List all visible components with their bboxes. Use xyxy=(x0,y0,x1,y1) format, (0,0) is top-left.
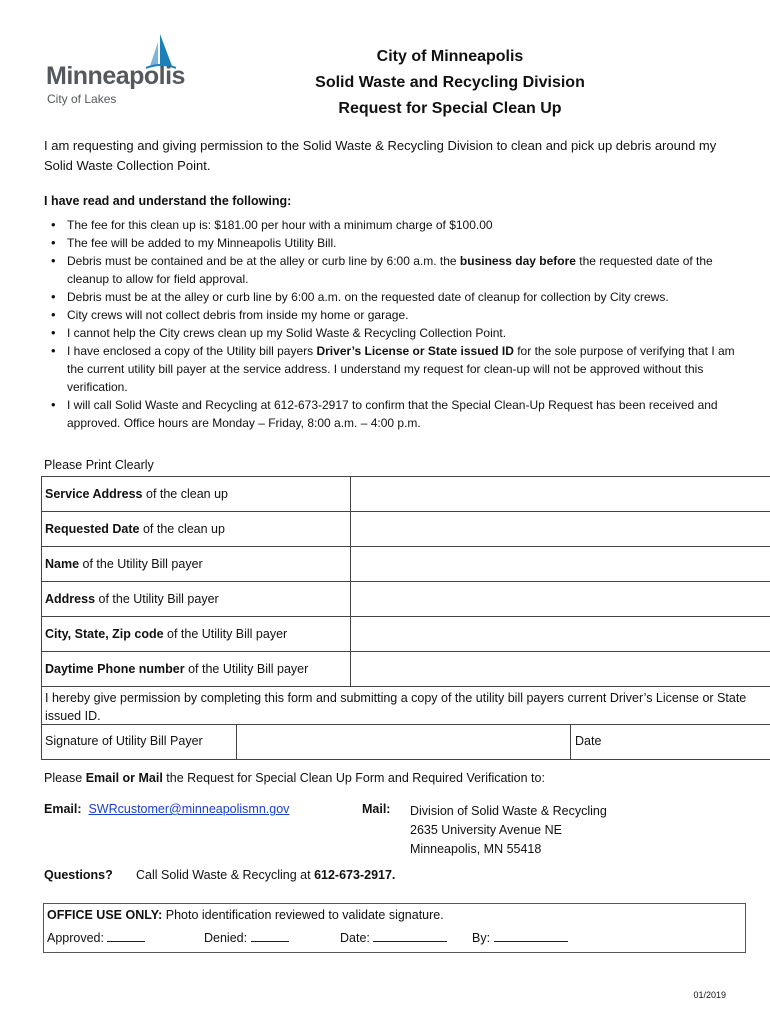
office-use-heading xyxy=(47,908,444,922)
field-label-bold: Daytime Phone number xyxy=(45,662,185,676)
city-state-zip-label xyxy=(45,627,287,641)
text: I have enclosed a copy of the Utility bill payers xyxy=(67,344,317,358)
signature-label: Signature of Utility Bill Payer xyxy=(45,734,203,748)
payer-name-field[interactable] xyxy=(351,547,770,582)
text: Call Solid Waste & Recycling at xyxy=(136,868,315,882)
list-item: • Debris must be at the alley or curb line by 6:00 a.m. on the requested date of cleanup for collection by City crews. xyxy=(67,288,752,306)
list-item: • The fee for this clean up is: $181.00 per hour with a minimum charge of $100.00 xyxy=(67,216,752,234)
print-clearly-note: Please Print Clearly xyxy=(44,458,154,472)
signature-date-field[interactable]: Date xyxy=(575,734,602,748)
mail-line-1: Division of Solid Waste & Recycling xyxy=(410,804,607,818)
table-row xyxy=(41,651,770,676)
office-use-label: OFFICE USE ONLY: xyxy=(47,908,163,922)
field-label-bold: Name xyxy=(45,557,80,571)
blank-line xyxy=(251,929,289,942)
table-row xyxy=(41,616,770,641)
payer-address-field[interactable] xyxy=(351,582,770,617)
approved-field[interactable] xyxy=(47,929,145,945)
table-row xyxy=(41,724,770,748)
questions-text xyxy=(136,868,395,882)
mail-line-2: 2635 University Avenue NE xyxy=(410,823,562,837)
questions-label: Questions? xyxy=(44,868,113,882)
field-label-rest: of the clean up xyxy=(142,487,228,501)
email-label: Email: xyxy=(44,802,82,816)
email-contact xyxy=(44,802,289,816)
list-item: • I will call Solid Waste and Recycling at 612-673-2917 to confirm that the Special Clean-Up Request has been received and approved. Office hours are Monday – Friday, 8:00 a.m. – 4:00 p.m. xyxy=(67,396,752,432)
mail-label: Mail: xyxy=(362,802,391,816)
list-item xyxy=(67,342,752,396)
denied-field[interactable] xyxy=(204,929,289,945)
table-border xyxy=(41,476,42,760)
office-date-label: Date: xyxy=(340,931,370,945)
terms-heading: I have read and understand the following: xyxy=(44,194,292,208)
table-row xyxy=(41,686,770,723)
logo-wordmark: Minneapolis xyxy=(46,62,185,90)
text: Please xyxy=(44,771,86,785)
title-line-2: Solid Waste and Recycling Division xyxy=(315,74,585,91)
office-use-text: Photo identification reviewed to validate signature. xyxy=(162,908,444,922)
requested-date-field[interactable] xyxy=(351,512,770,547)
field-label-rest: of the Utility Bill payer xyxy=(163,627,288,641)
terms-list xyxy=(48,216,752,432)
city-state-zip-field[interactable] xyxy=(351,617,770,652)
city-logo xyxy=(46,32,185,112)
field-label-bold: City, State, Zip code xyxy=(45,627,164,641)
payer-address-label xyxy=(45,592,219,606)
mailing-address xyxy=(410,802,607,859)
text: the requested date of the cleanup to allow for field approval. xyxy=(67,254,713,286)
field-label-rest: of the Utility Bill payer xyxy=(184,662,309,676)
table-row xyxy=(41,511,770,536)
office-use-box xyxy=(43,903,746,953)
requested-date-label xyxy=(45,522,225,536)
title-line-1: City of Minneapolis xyxy=(376,48,524,65)
by-label: By: xyxy=(472,931,491,945)
table-row xyxy=(41,476,770,501)
form-revision-code: 01/2019 xyxy=(693,990,726,1000)
email-link[interactable]: SWRcustomer@minneapolismn.gov xyxy=(88,802,290,816)
request-form-table xyxy=(41,476,770,760)
table-row xyxy=(41,546,770,571)
blank-line xyxy=(373,929,447,942)
title-line-3: Request for Special Clean Up xyxy=(338,100,562,117)
column-divider xyxy=(570,725,571,760)
service-address-label xyxy=(45,487,228,501)
table-border xyxy=(41,759,770,760)
list-item: • I cannot help the City crews clean up my Solid Waste & Recycling Collection Point. xyxy=(67,324,752,342)
emphasis-text: business day before xyxy=(459,254,576,268)
signature-field[interactable] xyxy=(237,725,570,760)
text: for the sole purpose of verifying that I am the current utility bill payer at the service address. I understand my request for clean-up will not be approved without this verification. xyxy=(67,344,735,394)
field-label-rest: of the Utility Bill payer xyxy=(95,592,219,606)
intro-paragraph: I am requesting and giving permission to the Solid Waste & Recycling Division to clean and pick up debris around my Solid Waste Collection Point. xyxy=(44,138,717,173)
submit-instructions xyxy=(44,771,545,785)
by-field[interactable] xyxy=(472,929,568,945)
field-label-rest: of the Utility Bill payer xyxy=(79,557,203,571)
list-item xyxy=(67,252,752,288)
field-label-bold: Address xyxy=(45,592,96,606)
text: Debris must be contained and be at the alley or curb line by 6:00 a.m. the xyxy=(67,254,460,268)
form-title xyxy=(270,44,630,122)
list-item: • The fee will be added to my Minneapolis Utility Bill. xyxy=(67,234,752,252)
mail-line-3: Minneapolis, MN 55418 xyxy=(410,842,542,856)
table-row xyxy=(41,581,770,606)
service-address-field[interactable] xyxy=(351,477,770,512)
field-label-rest: of the clean up xyxy=(139,522,225,536)
text: the Request for Special Clean Up Form and Required Verification to: xyxy=(162,771,545,785)
approved-label: Approved: xyxy=(47,931,104,945)
denied-label: Denied: xyxy=(204,931,248,945)
emphasis-text: Email or Mail xyxy=(85,771,163,785)
list-item: • City crews will not collect debris from inside my home or garage. xyxy=(67,306,752,324)
emphasis-text: Driver’s License or State issued ID xyxy=(316,344,514,358)
phone-number: 612-673-2917. xyxy=(314,868,396,882)
daytime-phone-label xyxy=(45,662,308,676)
payer-name-label xyxy=(45,557,203,571)
field-label-bold: Requested Date xyxy=(45,522,140,536)
permission-statement: I hereby give permission by completing this form and submitting a copy of the utility bill payers current Driver’s License or State issued ID. xyxy=(45,691,747,723)
blank-line xyxy=(107,929,145,942)
office-date-field[interactable] xyxy=(340,929,447,945)
daytime-phone-field[interactable] xyxy=(351,652,770,687)
field-label-bold: Service Address xyxy=(45,487,143,501)
blank-line xyxy=(494,929,568,942)
logo-tagline: City of Lakes xyxy=(47,92,117,106)
